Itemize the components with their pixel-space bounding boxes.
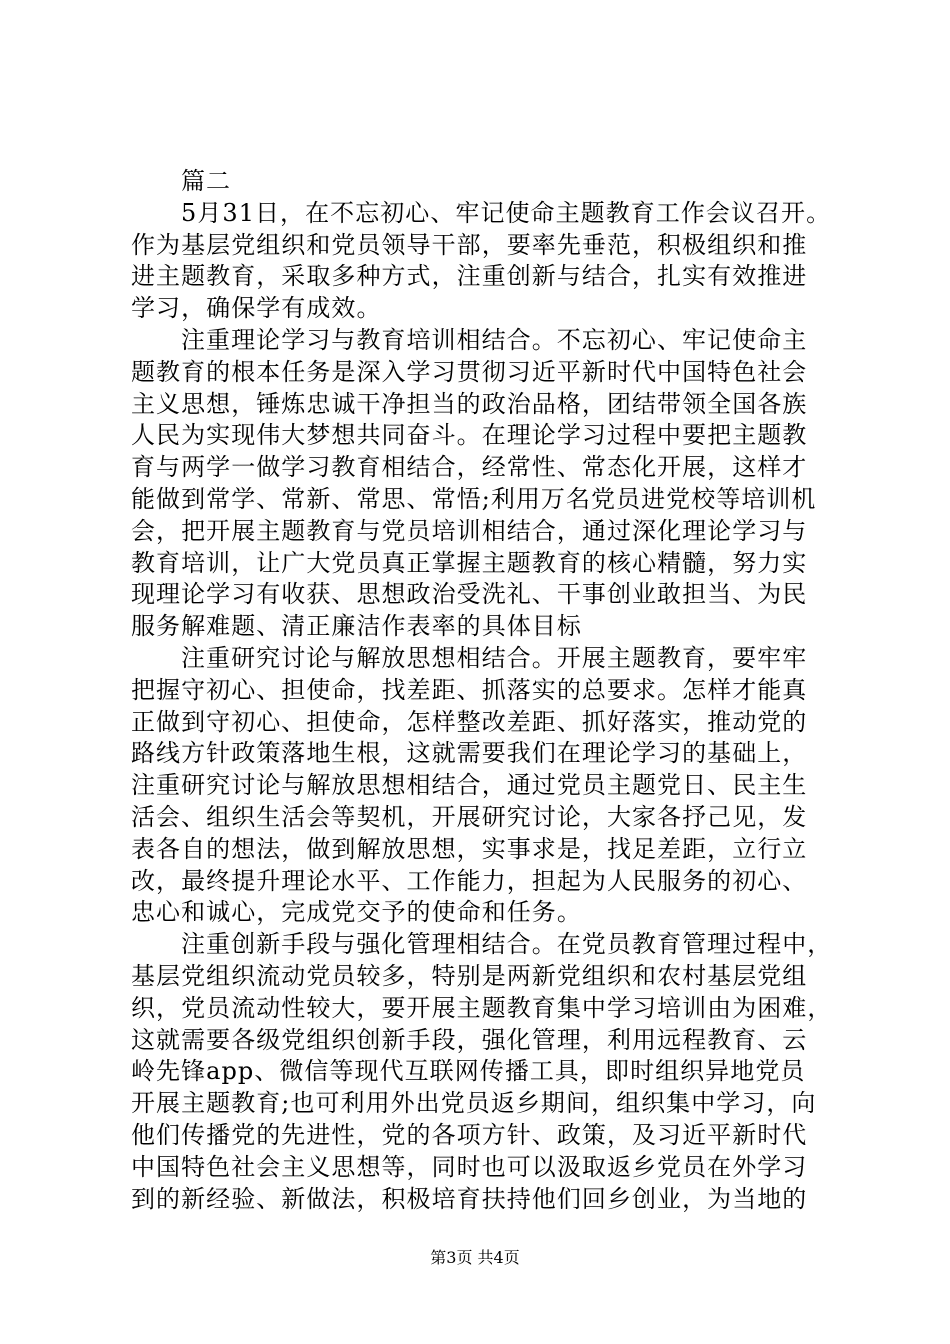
text-line: 岭先锋app、微信等现代互联网传播工具，即时组织异地党员 (131, 1057, 806, 1086)
text-line: 学习，确保学有成效。 (131, 294, 382, 323)
text-line: 育与两学一做学习教育相结合，经常性、常态化开展，这样才 (131, 453, 808, 482)
document-body (131, 166, 831, 1215)
text-line: 活会、组织生活会等契机，开展研究讨论，大家各抒己见，发 (131, 802, 808, 831)
text-line: 作为基层党组织和党员领导干部，要率先垂范，积极组织和推 (131, 230, 808, 259)
text-line: 服务解难题、清正廉洁作表率的具体目标 (131, 612, 582, 641)
text-line: 会，把开展主题教育与党员培训相结合，通过深化理论学习与 (131, 516, 808, 545)
text-line: 基层党组织流动党员较多，特别是两新党组织和农村基层党组 (131, 961, 808, 990)
text-line: 改，最终提升理论水平、工作能力，担起为人民服务的初心、 (131, 866, 808, 895)
text-line: 表各自的想法，做到解放思想，实事求是，找足差距，立行立 (131, 834, 808, 863)
text-line: 注重研究讨论与解放思想相结合，通过党员主题党日、民主生 (131, 771, 808, 800)
text-line: 他们传播党的先进性，党的各项方针、政策，及习近平新时代 (131, 1120, 808, 1149)
text-line: 到的新经验、新做法，积极培育扶持他们回乡创业，为当地的 (131, 1184, 808, 1213)
text-line: 开展主题教育;也可利用外出党员返乡期间，组织集中学习，向 (131, 1089, 817, 1118)
text-line: 主义思想，锤炼忠诚干净担当的政治品格，团结带领全国各族 (131, 389, 808, 418)
text-line: 题教育的根本任务是深入学习贯彻习近平新时代中国特色社会 (131, 357, 808, 386)
text-line: 注重研究讨论与解放思想相结合。开展主题教育，要牢牢 (181, 643, 808, 672)
text-line: 教育培训，让广大党员真正掌握主题教育的核心精髓，努力实 (131, 548, 808, 577)
page-footer: 第3页 共4页 (430, 1248, 520, 1267)
text-line: 进主题教育，采取多种方式，注重创新与结合，扎实有效推进 (131, 262, 808, 291)
text-line: 注重创新手段与强化管理相结合。在党员教育管理过程中， (181, 930, 833, 959)
text-line: 注重理论学习与教育培训相结合。不忘初心、牢记使命主 (181, 325, 808, 354)
text-line: 正做到守初心、担使命，怎样整改差距、抓好落实，推动党的 (131, 707, 808, 736)
text-line: 路线方针政策落地生根，这就需要我们在理论学习的基础上， (131, 739, 808, 768)
text-line: 人民为实现伟大梦想共同奋斗。在理论学习过程中要把主题教 (131, 421, 808, 450)
text-line: 篇二 (181, 167, 232, 195)
text-line: 现理论学习有收获、思想政治受洗礼、干事创业敢担当、为民 (131, 580, 808, 609)
text-line: 织，党员流动性较大，要开展主题教育集中学习培训由为困难， (131, 993, 833, 1022)
text-line: 忠心和诚心，完成党交予的使命和任务。 (131, 898, 582, 927)
text-line: 中国特色社会主义思想等，同时也可以汲取返乡党员在外学习 (131, 1152, 808, 1181)
text-line: 这就需要各级党组织创新手段，强化管理，利用远程教育、云 (131, 1025, 808, 1054)
text-line: 把握守初心、担使命，找差距、抓落实的总要求。怎样才能真 (131, 675, 808, 704)
text-line: 能做到常学、常新、常思、常悟;利用万名党员进党校等培训机 (131, 484, 817, 513)
text-line: 5月31日，在不忘初心、牢记使命主题教育工作会议召开。 (181, 198, 832, 227)
